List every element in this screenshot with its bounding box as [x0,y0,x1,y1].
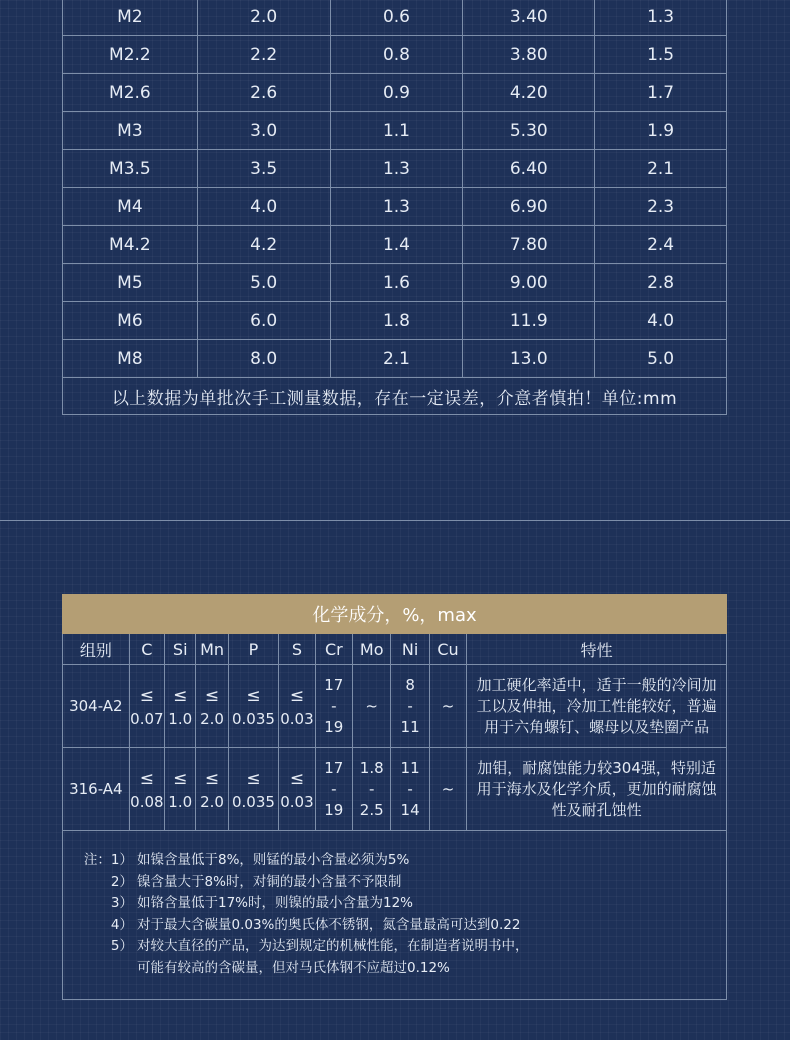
element-ni-cell [391,748,429,831]
range-part: 17 [324,758,344,777]
element-p-cell [228,665,279,748]
table-cell: 4.2 [197,226,330,264]
element-si-cell [165,665,196,748]
range-part: - [331,696,337,715]
element-cr-cell [315,748,352,831]
note-line [63,936,726,958]
column-header: Si [165,634,196,665]
table-row [63,748,727,831]
column-header: Cr [315,634,352,665]
range-part: 19 [324,717,344,736]
column-header: C [129,634,164,665]
size-table [62,0,727,415]
note-line [63,958,726,980]
table-cell: M4 [63,188,198,226]
element-cu-cell: ~ [429,748,466,831]
table-cell: M3 [63,112,198,150]
range-part: 17 [324,675,344,694]
note-text: 如镍含量低于8%，则锰的最小含量必须为5% [137,852,410,868]
table-cell: 2.3 [595,188,727,226]
table-row [63,150,727,188]
table-cell: M4.2 [63,226,198,264]
element-s-cell [279,665,315,748]
limit-value: 2.0 [200,792,224,811]
note-line [63,893,726,915]
table-row [63,340,727,378]
table-cell: M2.6 [63,74,198,112]
table-row [63,0,727,36]
range-part: 14 [400,800,420,819]
table-cell: 1.6 [330,264,463,302]
table-cell: 8.0 [197,340,330,378]
table-cell: 0.8 [330,36,463,74]
table-cell: M5 [63,264,198,302]
note-line [63,850,726,872]
feature-line: 加工硬化率适中，适于一般的冷间加 [476,675,717,694]
note-line [63,872,726,894]
note-text: 对于最大含碳量0.03%的奥氏体不锈钢，氮含量最高可达到0.22 [137,916,521,933]
range-part: - [407,779,413,798]
table-cell: M2 [63,0,198,36]
table-cell: M6 [63,302,198,340]
table-cell: 2.6 [197,74,330,112]
chemical-composition-table [62,594,727,1000]
note-line [63,915,726,937]
range-part: 11 [400,717,420,736]
range-part: 2.5 [359,800,384,819]
element-cu-cell: ~ [429,665,466,748]
table-cell: 6.40 [463,150,595,188]
le-symbol: ≤ [246,768,261,789]
range-part: - [369,779,375,798]
column-header: 组别 [63,634,130,665]
feature-line: 工以及伸抽，冷加工性能较好，普遍 [476,696,717,715]
element-mn-cell [196,665,228,748]
table-cell: 1.3 [330,150,463,188]
limit-value: 0.03 [280,709,314,728]
table-cell: 5.0 [595,340,727,378]
table-cell: 1.8 [330,302,463,340]
table-row [63,74,727,112]
table-cell: 1.7 [595,74,727,112]
grade-cell: 316-A4 [63,748,130,831]
table-cell: 0.9 [330,74,463,112]
table-cell: 3.0 [197,112,330,150]
table-cell: 5.0 [197,264,330,302]
limit-value: 1.0 [168,709,193,728]
element-mo-cell: ~ [353,665,391,748]
element-c-cell [129,748,164,831]
table-cell: 1.3 [330,188,463,226]
table-cell: 2.8 [595,264,727,302]
column-header: Mo [353,634,391,665]
table-cell: 2.4 [595,226,727,264]
limit-value: 0.07 [130,709,164,728]
le-symbol: ≤ [204,768,220,789]
note-prefix: 5） [110,938,133,954]
range-part: - [331,779,337,798]
element-p-cell [228,748,279,831]
note-text: 镍含量大于8%时，对铜的最小含量不予限制 [137,873,402,890]
element-si-cell [165,748,196,831]
note-prefix [63,958,133,980]
element-c-cell [129,665,164,748]
table-cell: 4.0 [197,188,330,226]
table-cell: 3.80 [463,36,595,74]
note-text: 对较大直径的产品，为达到规定的机械性能，在制造者说明书中， [137,938,529,954]
note-text: 可能有较高的含碳量，但对马氏体钢不应超过0.12% [137,959,450,976]
column-header: Cu [429,634,466,665]
table-cell: 2.2 [197,36,330,74]
column-header: S [279,634,315,665]
range-part: - [407,696,413,715]
table-row [63,302,727,340]
table-cell: 1.3 [595,0,727,36]
note-prefix: 4） [110,916,133,933]
table-cell: 0.6 [330,0,463,36]
note-prefix: 2） [110,873,133,890]
column-header: P [228,634,279,665]
table-cell: 1.1 [330,112,463,150]
note-text: 如铬含量低于17%时，则镍的最小含量为12% [137,895,414,911]
limit-value: 1.0 [168,792,193,811]
feature-line: 用于海水及化学介质，更加的耐腐蚀 [476,779,717,798]
notes-cell [63,831,727,1000]
range-part: 1.8 [359,758,384,777]
table-cell: 1.5 [595,36,727,74]
table-cell: 4.20 [463,74,595,112]
table-cell: 9.00 [463,264,595,302]
table-cell: 7.80 [463,226,595,264]
table-row [63,36,727,74]
table-row [63,264,727,302]
le-symbol: ≤ [204,685,220,706]
table-cell: 3.5 [197,150,330,188]
element-s-cell [279,748,315,831]
table-row [63,665,727,748]
limit-value: 0.035 [232,792,275,811]
table-row [63,226,727,264]
table-row [63,112,727,150]
range-part: 11 [400,758,420,777]
features-cell [467,665,727,748]
table-row [63,188,727,226]
le-symbol: ≤ [289,768,305,789]
note-prefix: 3） [110,895,133,911]
column-header: 特性 [467,634,727,665]
feature-line: 性及耐孔蚀性 [551,800,642,819]
features-cell [467,748,727,831]
le-symbol: ≤ [173,685,188,706]
table-cell: 2.1 [595,150,727,188]
table-cell: 13.0 [463,340,595,378]
table-cell: 4.0 [595,302,727,340]
table-cell: M3.5 [63,150,198,188]
range-part: 19 [324,800,344,819]
note-prefix: 注：1） [83,852,133,868]
column-header: Ni [391,634,429,665]
limit-value: 0.035 [232,709,275,728]
table-cell: 1.9 [595,112,727,150]
table-cell: 2.0 [197,0,330,36]
header-row [63,634,727,665]
table-cell: M8 [63,340,198,378]
grade-cell: 304-A2 [63,665,130,748]
le-symbol: ≤ [173,768,188,789]
le-symbol: ≤ [139,768,154,789]
table-cell: 11.9 [463,302,595,340]
feature-line: 加钼，耐腐蚀能力较304强，特别适 [477,758,716,777]
le-symbol: ≤ [139,685,154,706]
feature-line: 用于六角螺钉、螺母以及垫圈产品 [484,717,710,736]
limit-value: 0.03 [280,792,314,811]
element-mo-cell [353,748,391,831]
measurement-note: 以上数据为单批次手工测量数据，存在一定误差，介意者慎拍！单位:mm [63,378,727,415]
le-symbol: ≤ [246,685,261,706]
column-header: Mn [196,634,228,665]
range-part: 8 [405,675,415,694]
table-cell: 1.4 [330,226,463,264]
section-divider [0,520,790,521]
table-cell: M2.2 [63,36,198,74]
table-cell: 5.30 [463,112,595,150]
le-symbol: ≤ [289,685,305,706]
element-ni-cell [391,665,429,748]
element-cr-cell [315,665,352,748]
element-mn-cell [196,748,228,831]
table-cell: 2.1 [330,340,463,378]
table-cell: 6.90 [463,188,595,226]
limit-value: 0.08 [130,792,164,811]
table-cell: 3.40 [463,0,595,36]
table-cell: 6.0 [197,302,330,340]
limit-value: 2.0 [200,709,224,728]
table-title: 化学成分，%，max [63,595,727,634]
